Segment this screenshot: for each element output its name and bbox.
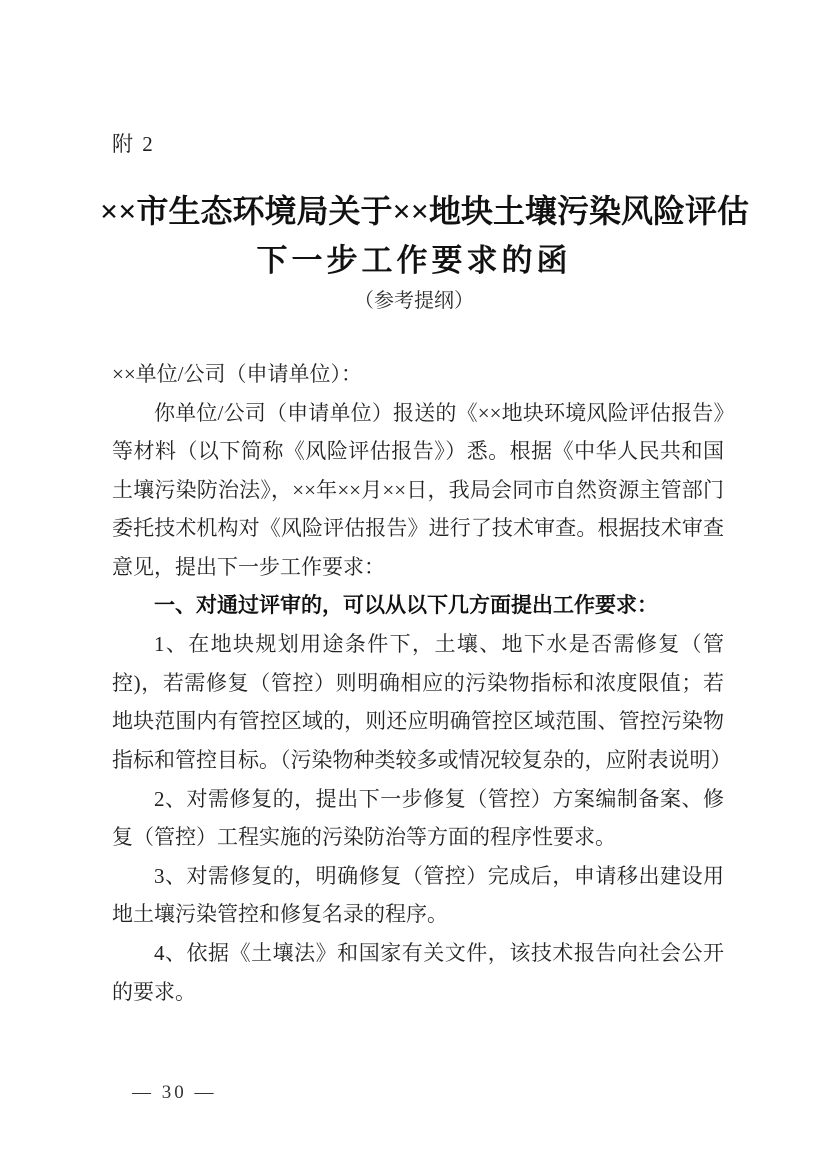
numbered-item-1: 1、在地块规划用途条件下，土壤、地下水是否需修复（管控)，若需修复（管控）则明确相应的污染物指标和浓度限值；若地块范围内有管控区域的，则还应明确管控区域范围、管控污染物指标和管控目标。（污染物种类较多或情况较复杂的，应附表说明） <box>112 632 732 772</box>
salutation-line: ××单位/公司（申请单位）： <box>112 362 363 386</box>
intro-paragraph: 你单位/公司（申请单位）报送的《××地块环境风险评估报告》等材料（以下简称《风险评估报告》）悉。根据《中华人民共和国土壤污染防治法》，××年××月××日，我局会同市自然资源主管部门委托技术机构对《风险评估报告》进行了技术审查。根据技术审查意见，提出下一步工作要求： <box>112 400 724 579</box>
document-title-line1: ××市生态环境局关于××地块土壤污染风险评估 <box>100 193 749 229</box>
attachment-label: 附 2 <box>112 132 155 156</box>
document-title-line2: 下一步工作要求的函 <box>256 243 572 278</box>
page-number: — 30 — <box>132 1082 217 1103</box>
document-subtitle: （参考提纲） <box>354 290 474 312</box>
section-heading: 一、对通过评审的，可以从以下几方面提出工作要求： <box>154 593 658 617</box>
document-body <box>112 355 732 1011</box>
numbered-item-3: 3、对需修复的，明确修复（管控）完成后，申请移出建设用地土壤污染管控和修复名录的程序。 <box>112 863 724 927</box>
numbered-item-2: 2、对需修复的，提出下一步修复（管控）方案编制备案、修复（管控）工程实施的污染防治等方面的程序性要求。 <box>112 786 724 850</box>
numbered-item-4: 4、依据《土壤法》和国家有关文件，该技术报告向社会公开的要求。 <box>112 940 724 1004</box>
document-title <box>100 186 749 286</box>
